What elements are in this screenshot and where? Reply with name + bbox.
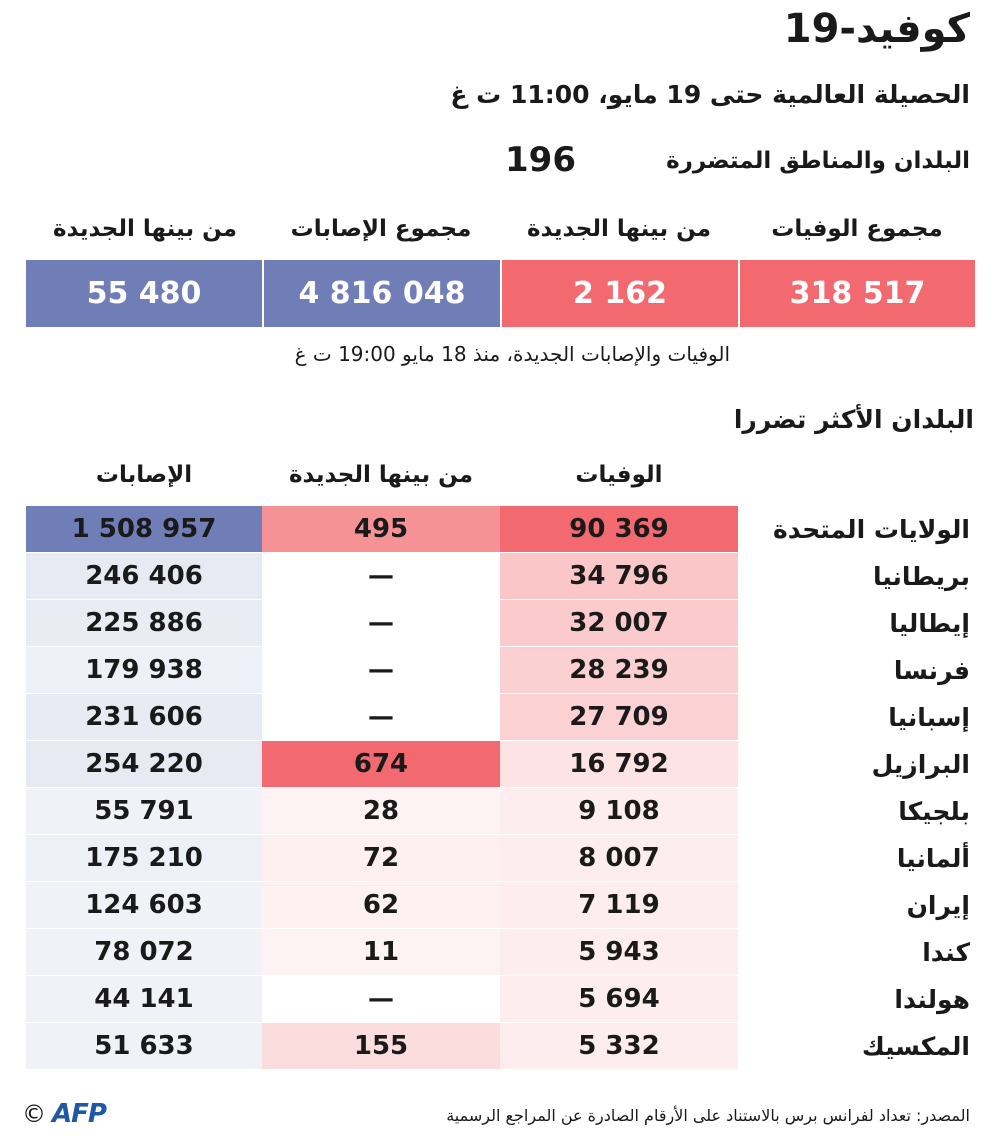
column-header-deaths: الوفيات (575, 462, 663, 488)
summary-note: الوفيات والإصابات الجديدة، منذ 18 مايو 19:00 ت غ (294, 342, 730, 366)
cases-cell: 51 633 (26, 1023, 262, 1069)
new-cell: 11 (262, 929, 500, 975)
summary-header-total-cases: مجموع الإصابات (290, 216, 472, 242)
cases-cell: 1 508 957 (26, 506, 262, 552)
summary-header-new-cases: من بينها الجديدة (52, 216, 238, 242)
new-cell: — (368, 984, 394, 1014)
country-name: إسبانيا (888, 702, 970, 732)
summary-total-deaths: 318 517 (740, 260, 975, 327)
new-cell: — (368, 702, 394, 732)
cases-cell: 254 220 (26, 741, 262, 787)
cases-cell: 246 406 (26, 553, 262, 599)
country-name: إيطاليا (889, 608, 970, 638)
countries-value: 196 (505, 140, 576, 180)
cases-cell: 55 791 (26, 788, 262, 834)
afp-logo (22, 1099, 106, 1129)
deaths-cell: 8 007 (500, 835, 738, 881)
country-name: المكسيك (861, 1031, 970, 1061)
summary-new-cases: 55 480 (26, 260, 262, 327)
column-header-cases: الإصابات (95, 462, 193, 488)
summary-header-total-deaths: مجموع الوفيات (771, 216, 943, 242)
table-title: البلدان الأكثر تضررا (733, 405, 974, 434)
summary-total-cases: 4 816 048 (264, 260, 500, 327)
afp-logo-text: AFP (52, 1099, 106, 1129)
deaths-cell: 16 792 (500, 741, 738, 787)
new-cell: 674 (262, 741, 500, 787)
new-cell: — (368, 655, 394, 685)
new-cell: 62 (262, 882, 500, 928)
cases-cell: 231 606 (26, 694, 262, 740)
country-name: فرنسا (893, 655, 970, 685)
deaths-cell: 27 709 (500, 694, 738, 740)
new-cell: 155 (262, 1023, 500, 1069)
country-name: هولندا (894, 984, 970, 1014)
deaths-cell: 9 108 (500, 788, 738, 834)
country-name: كندا (922, 937, 970, 967)
summary-header-new-deaths: من بينها الجديدة (526, 216, 712, 242)
row-divider (26, 1069, 738, 1070)
country-name: ألمانيا (896, 843, 970, 873)
cases-cell: 78 072 (26, 929, 262, 975)
cases-cell: 44 141 (26, 976, 262, 1022)
cases-cell: 225 886 (26, 600, 262, 646)
column-header-new: من بينها الجديدة (288, 462, 474, 488)
country-name: البرازيل (871, 749, 970, 779)
new-cell: — (368, 608, 394, 638)
new-cell: 495 (262, 506, 500, 552)
deaths-cell: 32 007 (500, 600, 738, 646)
cases-cell: 175 210 (26, 835, 262, 881)
deaths-cell: 34 796 (500, 553, 738, 599)
new-cell: — (368, 561, 394, 591)
country-name: بريطانيا (872, 561, 970, 591)
countries-label: البلدان والمناطق المتضررة (666, 148, 970, 174)
deaths-cell: 5 943 (500, 929, 738, 975)
subtitle: الحصيلة العالمية حتى 19 مايو، 11:00 ت غ (450, 80, 970, 109)
country-name: إيران (906, 890, 970, 920)
new-cell: 28 (262, 788, 500, 834)
source-note: المصدر: تعداد لفرانس برس بالاستناد على الأرقام الصادرة عن المراجع الرسمية (446, 1106, 970, 1125)
summary-new-deaths: 2 162 (502, 260, 738, 327)
deaths-cell: 5 694 (500, 976, 738, 1022)
new-cell: 72 (262, 835, 500, 881)
deaths-cell: 90 369 (500, 506, 738, 552)
cases-cell: 179 938 (26, 647, 262, 693)
country-name: بلجيكا (898, 796, 970, 826)
page-title: كوفيد-19 (783, 6, 970, 52)
copyright-icon: © (22, 1100, 46, 1128)
deaths-cell: 28 239 (500, 647, 738, 693)
country-name: الولايات المتحدة (773, 514, 970, 544)
deaths-cell: 5 332 (500, 1023, 738, 1069)
deaths-cell: 7 119 (500, 882, 738, 928)
cases-cell: 124 603 (26, 882, 262, 928)
